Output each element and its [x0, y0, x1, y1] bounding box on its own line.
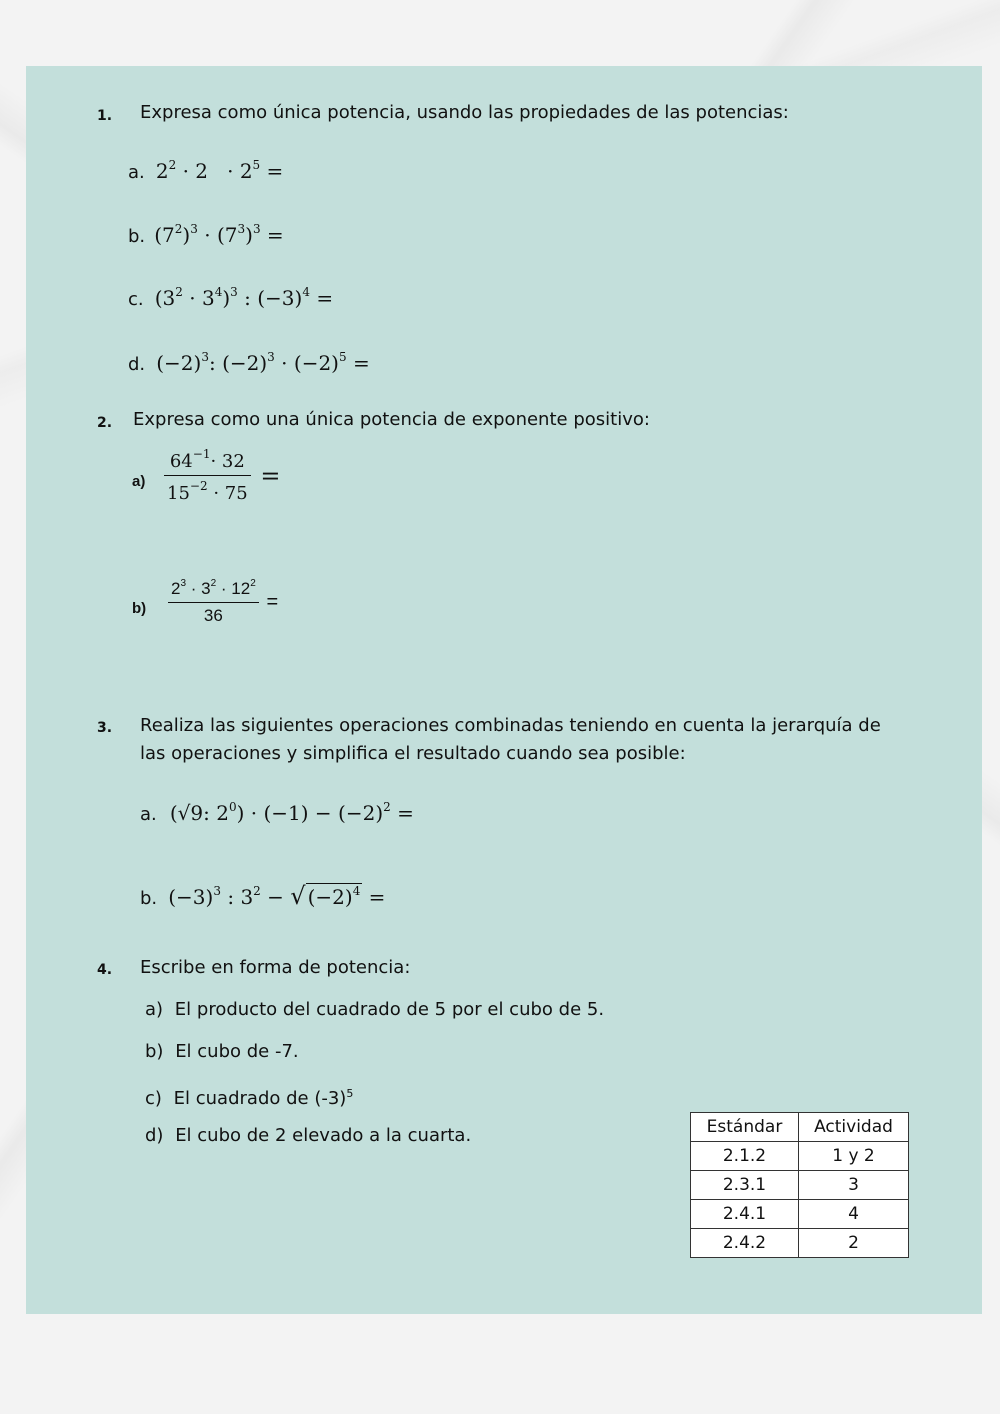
table-cell: 2.4.1	[691, 1200, 799, 1229]
item-text: El cubo de 2 elevado a la cuarta.	[175, 1125, 472, 1146]
item-letter: b.	[128, 226, 146, 247]
question-1-number: 1.	[97, 108, 113, 124]
item-letter: b)	[145, 1041, 164, 1062]
question-1-statement: Expresa como única potencia, usando las propiedades de las potencias:	[140, 102, 789, 123]
item-text: El cubo de -7.	[175, 1041, 299, 1062]
table-header: Estándar	[691, 1113, 799, 1142]
q1-item-b	[128, 222, 284, 247]
math-expression: (√9: $2^0) \cdot (-1) - (-2)^2$ =	[169, 800, 414, 825]
q2-item-a-fraction: $\frac{64^{-1}\cdot 32}{15^{-2} \cdot 75}$ =	[164, 447, 281, 504]
item-text: El producto del cuadrado de 5 por el cubo de 5.	[174, 999, 605, 1020]
question-2-number: 2.	[97, 415, 113, 431]
q3-item-a	[140, 800, 414, 825]
table-cell: 2.3.1	[691, 1171, 799, 1200]
question-2-statement: Expresa como una única potencia de exponente positivo:	[133, 409, 650, 430]
math-expression: $(-2)^3$: $(-2)^3 \cdot (-2)^5$ =	[156, 350, 370, 375]
math-expression: $(-3)^3$ : $3^2$ − √ $(-2)^4$ =	[168, 882, 386, 910]
math-expression: $(3^2 \cdot 3^4)^3$ : $(-3)^4$ =	[154, 285, 334, 310]
item-superscript: 5	[346, 1087, 354, 1100]
table-header: Actividad	[799, 1113, 909, 1142]
q3-item-b	[140, 882, 385, 910]
table-row	[691, 1229, 909, 1258]
question-3-number: 3.	[97, 720, 113, 736]
table-row	[691, 1171, 909, 1200]
item-letter: a.	[140, 804, 157, 825]
item-letter: c)	[145, 1088, 162, 1109]
table-cell: 2.4.2	[691, 1229, 799, 1258]
math-expression: $(7^2)^3 \cdot (7^3)^3$ =	[154, 222, 284, 247]
item-letter: d)	[145, 1125, 164, 1146]
question-3-statement-line2: las operaciones y simplifica el resultado cuando sea posible:	[140, 743, 686, 764]
q4-item-b	[145, 1038, 299, 1066]
q4-item-c	[145, 1080, 353, 1113]
table-cell: 2	[799, 1229, 909, 1258]
math-expression: $2^2 \cdot 2 \cdot 2^5$ =	[155, 158, 284, 183]
item-letter: a)	[145, 999, 164, 1020]
item-letter: d.	[128, 354, 146, 375]
standards-table	[690, 1112, 909, 1258]
q4-item-a	[145, 996, 604, 1024]
item-letter: c.	[128, 289, 144, 310]
table-row	[691, 1142, 909, 1171]
q2-item-b-fraction: $\frac{2^3 \cdot 3^2 \cdot 12^2}{36}$ =	[168, 578, 278, 626]
table-cell: 4	[799, 1200, 909, 1229]
item-letter: b.	[140, 888, 158, 909]
q2-item-b-letter: b)	[132, 600, 147, 617]
q4-item-d	[145, 1122, 471, 1150]
item-text: El cuadrado de (-3)	[173, 1088, 347, 1109]
question-4-number: 4.	[97, 962, 113, 978]
item-letter: a.	[128, 162, 145, 183]
table-row	[691, 1200, 909, 1229]
q1-item-a	[128, 158, 283, 183]
q1-item-c	[128, 285, 333, 310]
table-cell: 1 y 2	[799, 1142, 909, 1171]
q2-item-a-letter: a)	[132, 473, 146, 490]
table-cell: 2.1.2	[691, 1142, 799, 1171]
q1-item-d	[128, 350, 370, 375]
table-header-row	[691, 1113, 909, 1142]
question-4-statement: Escribe en forma de potencia:	[140, 957, 411, 978]
question-3-statement-line1: Realiza las siguientes operaciones combinadas teniendo en cuenta la jerarquía de	[140, 715, 881, 736]
table-cell: 3	[799, 1171, 909, 1200]
